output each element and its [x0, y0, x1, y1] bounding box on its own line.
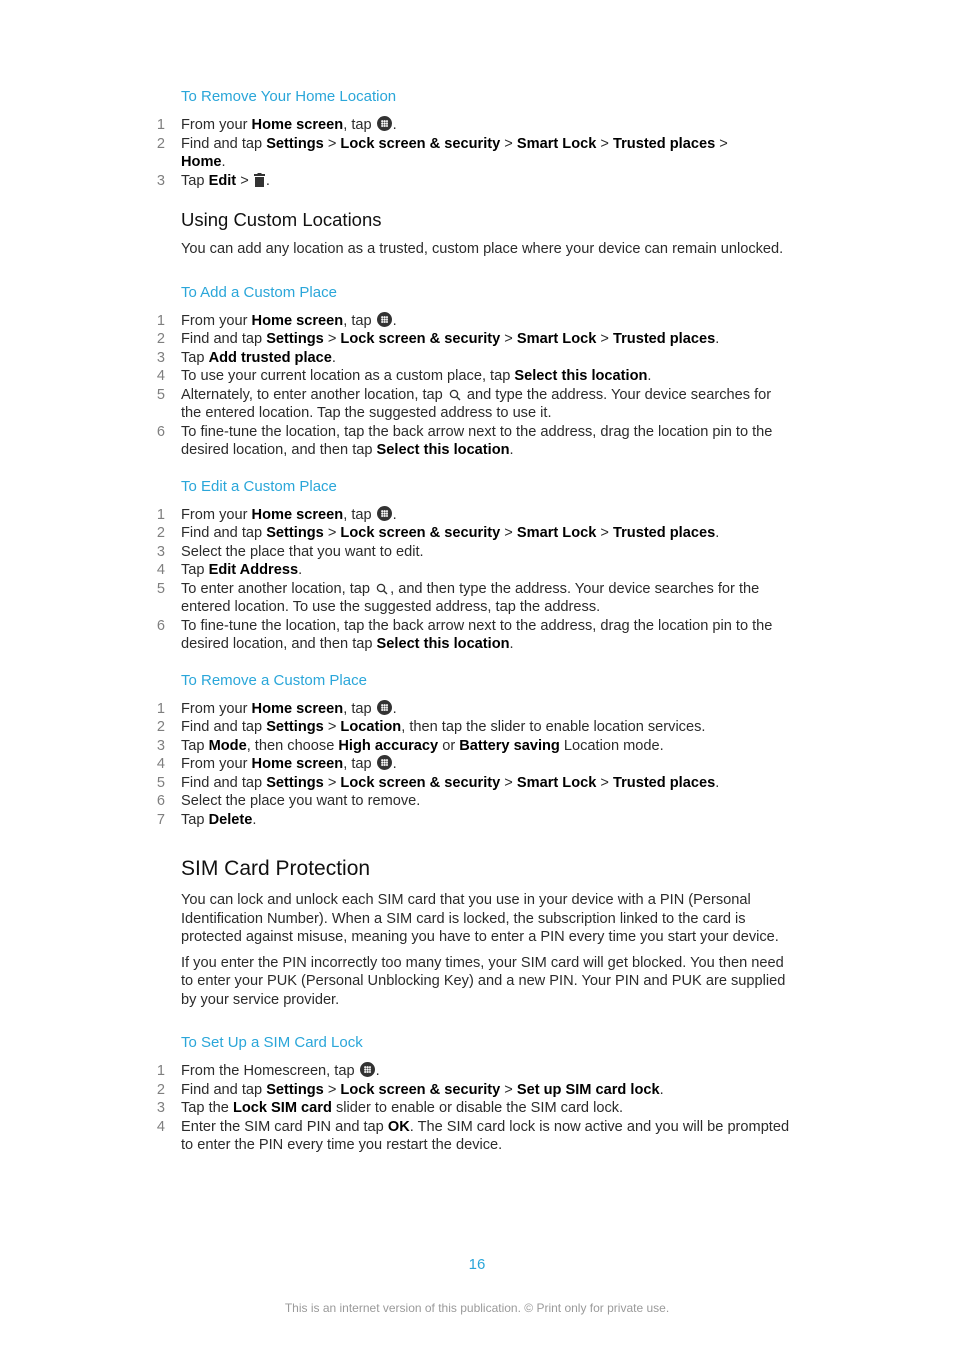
step-item: 6 To fine-tune the location, tap the back arrow next to the address, drag the location pin to the desired location, and then tap Select this location. [156, 423, 773, 458]
step-item: 1 From your Home screen, tap . [156, 312, 397, 329]
ui-term: Trusted places [613, 135, 716, 152]
procedure-title: To Add a Custom Place [181, 283, 337, 301]
step-item: 4 Tap Edit Address. [156, 562, 303, 578]
step-item: 6 To fine-tune the location, tap the back arrow next to the address, drag the location pin to the desired location, and then tap Select this location. [156, 617, 773, 652]
step-item: 2 Find and tap Settings > Lock screen & security > Set up SIM card lock. [156, 1081, 664, 1098]
step-number: 3 [156, 172, 165, 189]
step-item: 3 Tap the Lock SIM card slider to enable or disable the SIM card lock. [156, 1100, 624, 1116]
step-text: From your [181, 117, 252, 133]
document-body [156, 86, 791, 1155]
apps-icon [377, 700, 392, 715]
step-item: 2 Find and tap Settings > Lock screen & security > Smart Lock > Trusted places. [156, 525, 720, 541]
paragraph: If you enter the PIN incorrectly too many times, your SIM card will get blocked. You then need to enter your PUK (Personal Unblocking Key) and a new PIN. Your PIN and PUK are supplied by your service provider. [181, 954, 786, 1008]
step-item: 3 Tap Edit > . [156, 172, 270, 189]
apps-icon [377, 506, 392, 521]
step-item: 1 From your Home screen, tap . [156, 117, 397, 133]
procedure-title: To Set Up a SIM Card Lock [181, 1034, 363, 1051]
ui-term: Settings [266, 135, 324, 152]
steps-list [156, 700, 791, 830]
step-item: 1 From your Home screen, tap . [156, 506, 397, 523]
search-icon [376, 583, 388, 595]
page-number: 16 [468, 1256, 486, 1273]
step-item: 1 From your Home screen, tap . [156, 700, 397, 717]
paragraph: You can lock and unlock each SIM card that you use in your device with a PIN (Personal Identification Number). When a SIM card is locked, the subscription linked to the card is protected against misuse, meaning you have to enter a PIN every time you start your device. [181, 892, 779, 945]
step-number: 1 [156, 117, 165, 133]
steps-list [156, 506, 791, 654]
ui-term: Smart Lock [516, 135, 597, 152]
search-icon [449, 389, 461, 401]
step-item: 2 Find and tap Settings > Lock screen & security > Smart Lock > Trusted places. [156, 331, 720, 347]
apps-icon [377, 312, 392, 327]
step-item: 5 To enter another location, tap , and then type the address. Your device searches for the entered location. To use the suggested address, tap the address. [156, 580, 760, 615]
steps-list [156, 312, 791, 460]
step-item: 1 From the Homescreen, tap . [156, 1063, 380, 1079]
apps-icon [377, 755, 392, 770]
step-item: 3 Tap Add trusted place. [156, 349, 336, 366]
procedure-title: To Remove a Custom Place [181, 671, 367, 689]
ui-term: Home screen [251, 117, 344, 133]
ui-term: Home screen [251, 312, 344, 329]
ui-term: Home [181, 154, 222, 170]
step-item: 4 To use your current location as a custom place, tap Select this location. [156, 368, 652, 384]
step-item: 5 Alternately, to enter another location, tap and type the address. Your device searches for the entered location. Tap the suggested address to use it. [156, 386, 772, 421]
apps-icon [377, 116, 392, 131]
paragraph: You can add any location as a trusted, custom place where your device can remain unlocked. [181, 241, 784, 257]
step-item: 4 Enter the SIM card PIN and tap OK. The SIM card lock is now active and you will be prompted to enter the PIN every time you restart the device. [156, 1118, 790, 1153]
footer-note: This is an internet version of this publication. © Print only for private use. [284, 1301, 670, 1315]
step-item: 3 Tap Mode, then choose High accuracy or Battery saving Location mode. [156, 737, 664, 754]
step-item: 4 From your Home screen, tap . [156, 756, 397, 772]
step-item: 2 Find and tap Settings > Location, then tap the slider to enable location services. [156, 719, 706, 735]
step-item: 6 Select the place you want to remove. [156, 793, 421, 809]
procedure-title: To Remove Your Home Location [181, 88, 397, 105]
step-item: 2 Find and tap Settings > Lock screen & security > Smart Lock > Trusted places > Home. [156, 135, 728, 170]
section-heading: Using Custom Locations [181, 209, 382, 230]
step-item: 3 Select the place that you want to edit. [156, 543, 424, 560]
trash-icon [254, 173, 265, 187]
step-item: 7 Tap Delete. [156, 811, 257, 828]
apps-icon [360, 1062, 375, 1077]
steps-list [156, 1062, 791, 1155]
ui-term: Lock screen & security [340, 135, 501, 152]
step-item: 5 Find and tap Settings > Lock screen & security > Smart Lock > Trusted places. [156, 774, 720, 791]
step-text: , tap [343, 117, 376, 133]
procedure-title: To Edit a Custom Place [181, 477, 337, 495]
step-number: 2 [156, 135, 165, 152]
ui-term: Edit [208, 172, 237, 189]
chapter-heading: SIM Card Protection [181, 857, 371, 880]
steps-list [156, 116, 791, 190]
